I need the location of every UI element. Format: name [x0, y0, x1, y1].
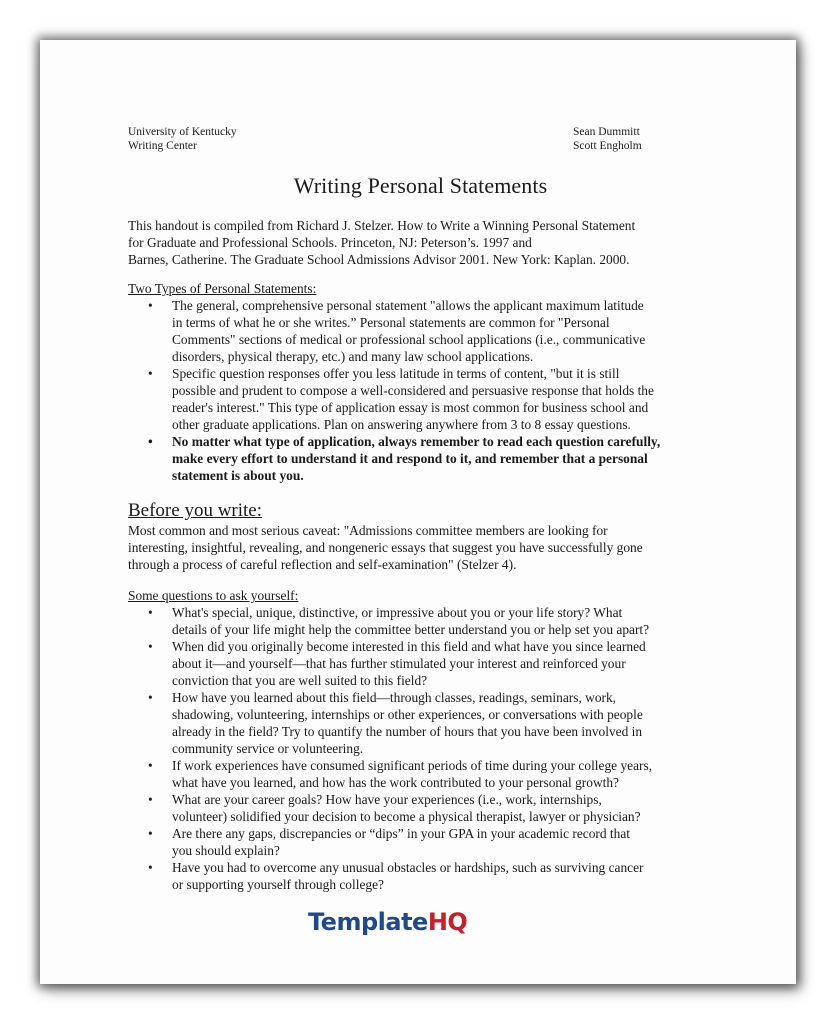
intro-line: for Graduate and Professional Schools. Princeton, NJ: Peterson’s. 1997 and: [128, 235, 532, 250]
intro-line: This handout is compiled from Richard J. Stelzer. How to Write a Winning Personal Statement: [128, 218, 636, 233]
header-author-2: Scott Engholm: [573, 140, 642, 152]
list-item: [148, 791, 713, 825]
before-heading: Before you write:: [128, 500, 263, 521]
item-line: about it—and yourself—that has further stimulated your interest and reinforced your: [172, 656, 626, 671]
item-line: What are your career goals? How have your experiences (i.e., work, internships,: [172, 792, 602, 807]
bullet-icon: •: [148, 639, 153, 654]
before-paragraph: [128, 522, 713, 573]
item-line: conviction that you are well suited to this field?: [172, 673, 428, 688]
item-line: shadowing, volunteering, internships or other experiences, or conversations with people: [172, 707, 643, 722]
list-item: [148, 859, 713, 893]
item-line: community service or volunteering.: [172, 741, 364, 756]
header-author-1: Sean Dummitt: [573, 126, 640, 138]
bullet-icon: •: [148, 792, 153, 807]
document-content: [128, 125, 713, 893]
questions-list: [128, 604, 713, 893]
logo-part-hq: HQ: [427, 908, 468, 936]
two-types-list: [128, 297, 713, 484]
item-line: or supporting yourself through college?: [172, 877, 384, 892]
document-header: [128, 125, 713, 155]
templatehq-logo: [308, 908, 467, 936]
item-line: already in the field? Try to quantify the number of hours that you have been involved in: [172, 724, 643, 739]
list-item: [148, 433, 713, 484]
list-item: [148, 297, 713, 365]
two-types-label: Two Types of Personal Statements:: [128, 281, 317, 296]
page-title: Writing Personal Statements: [293, 173, 548, 198]
item-line: in terms of what he or she writes.” Personal statements are common for "Personal: [172, 315, 610, 330]
item-line: If work experiences have consumed significant periods of time during your college years,: [172, 758, 653, 773]
intro-line: Barnes, Catherine. The Graduate School Admissions Advisor 2001. New York: Kaplan. 2000.: [128, 252, 630, 267]
bullet-icon: •: [148, 860, 153, 875]
bullet-icon: •: [148, 690, 153, 705]
item-line: reader's interest." This type of application essay is most common for business school and: [172, 400, 649, 415]
bullet-icon: •: [148, 605, 153, 620]
item-line: Specific question responses offer you less latitude in terms of content, "but it is still: [172, 366, 620, 381]
list-item: [148, 825, 713, 859]
list-item: [148, 757, 713, 791]
document-page: [40, 40, 796, 984]
before-line: interesting, insightful, revealing, and nongeneric essays that suggest you have successfully gone: [128, 540, 643, 555]
item-line: what have you learned, and how has the work contributed to your personal growth?: [172, 775, 619, 790]
item-line: No matter what type of application, always remember to read each question carefully,: [172, 434, 661, 449]
list-item: [148, 689, 713, 757]
item-line: Are there any gaps, discrepancies or “dips” in your GPA in your academic record that: [172, 826, 630, 841]
item-line: you should explain?: [172, 843, 280, 858]
header-right: [573, 125, 642, 153]
bullet-icon: •: [148, 298, 153, 313]
before-line: through a process of careful reflection and self-examination" (Stelzer 4).: [128, 557, 517, 572]
item-line: disorders, physical therapy, etc.) and many law school applications.: [172, 349, 534, 364]
header-left: [128, 125, 237, 153]
item-line: What's special, unique, distinctive, or impressive about you or your life story? What: [172, 605, 623, 620]
item-line: volunteer) solidified your decision to become a physical therapist, lawyer or physician?: [172, 809, 641, 824]
item-line: possible and prudent to compose a well-considered and persuasive response that holds the: [172, 383, 654, 398]
item-line: The general, comprehensive personal statement "allows the applicant maximum latitude: [172, 298, 644, 313]
header-center: Writing Center: [128, 140, 197, 152]
bullet-icon: •: [148, 366, 153, 381]
item-line: How have you learned about this field—through classes, readings, seminars, work,: [172, 690, 617, 705]
list-item: [148, 638, 713, 689]
list-item: [148, 365, 713, 433]
questions-label: Some questions to ask yourself:: [128, 588, 299, 603]
before-line: Most common and most serious caveat: "Admissions committee members are looking for: [128, 523, 608, 538]
item-line: When did you originally become interested in this field and what have you since learned: [172, 639, 646, 654]
bullet-icon: •: [148, 434, 153, 449]
item-line: make every effort to understand it and respond to it, and remember that a personal: [172, 451, 648, 466]
logo-part-template: Template: [308, 908, 428, 936]
item-line: other graduate applications. Plan on answering anywhere from 3 to 8 essay questions.: [172, 417, 631, 432]
item-line: Comments" sections of medical or professional school applications (i.e., communicative: [172, 332, 646, 347]
intro-paragraph: [128, 217, 713, 268]
bullet-icon: •: [148, 758, 153, 773]
item-line: details of your life might help the committee better understand you or help set you apart?: [172, 622, 650, 637]
list-item: [148, 604, 713, 638]
bullet-icon: •: [148, 826, 153, 841]
item-line: Have you had to overcome any unusual obstacles or hardships, such as surviving cancer: [172, 860, 644, 875]
item-line: statement is about you.: [172, 468, 304, 483]
header-university: University of Kentucky: [128, 126, 237, 138]
